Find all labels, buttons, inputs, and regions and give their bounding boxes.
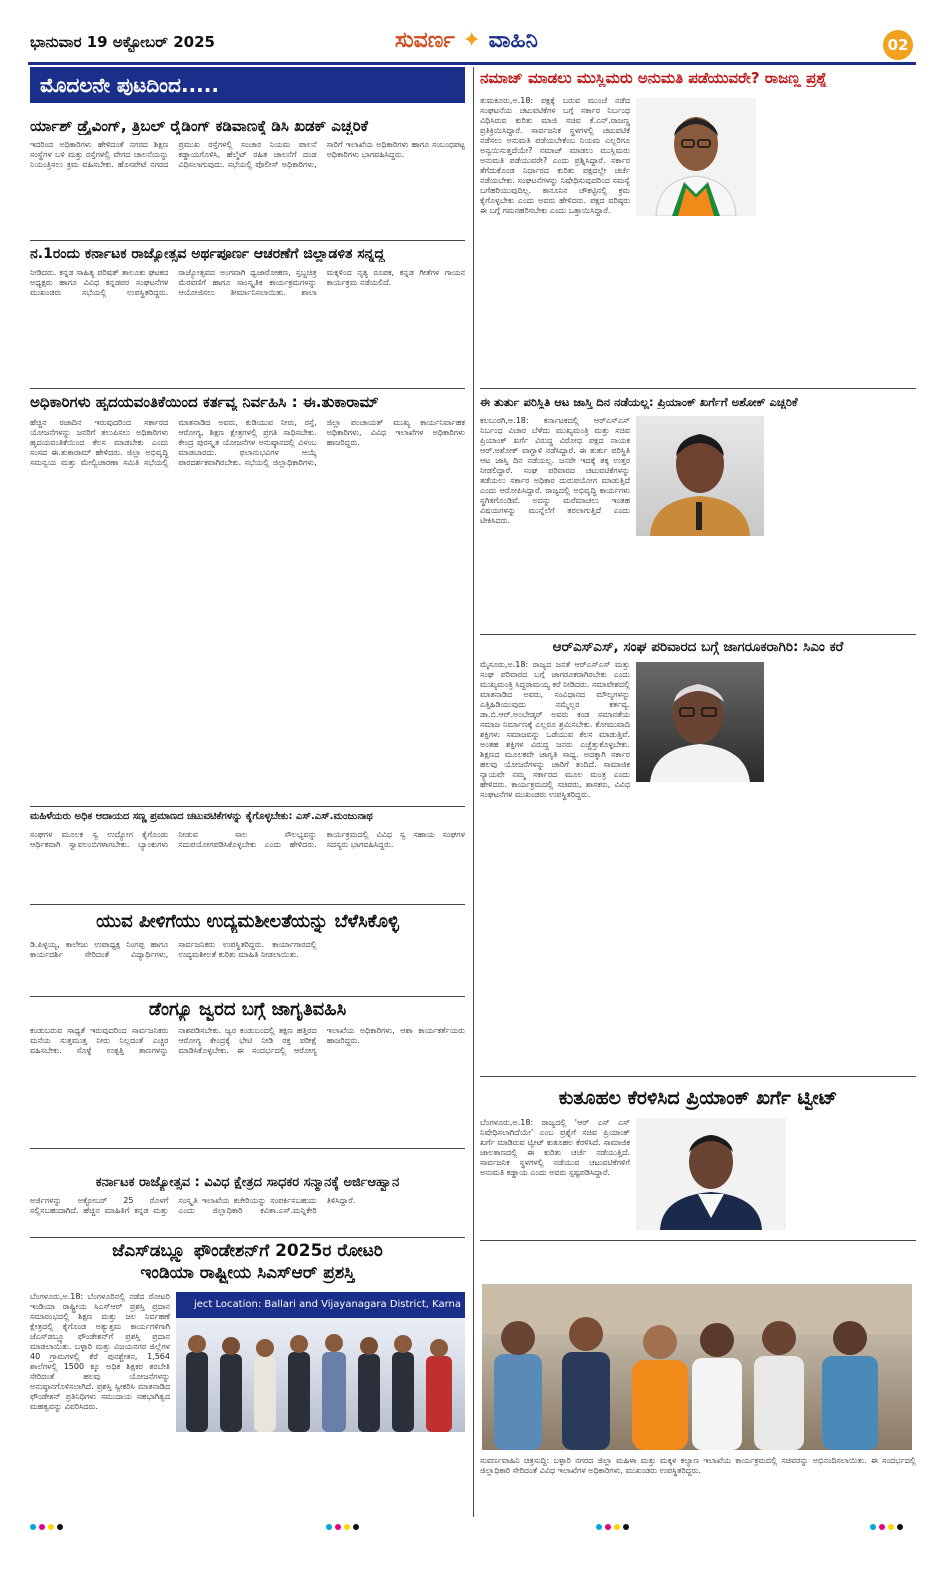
headline-youth: ಯುವ ಪೀಳಿಗೆಯು ಉದ್ಯಮಶೀಲತೆಯನ್ನು ಬೆಳೆಸಿಕೊಳ್ಳಿ [96, 912, 399, 932]
divider [30, 240, 465, 241]
person-portrait-icon [636, 416, 764, 536]
divider [480, 1076, 916, 1077]
body-jsw-cont [176, 1436, 465, 1512]
rajanna-photo [636, 98, 756, 216]
group-event-photo [482, 1284, 912, 1450]
body-namaz-mid [636, 222, 756, 386]
headline-namaz: ನಮಾಜ್ ಮಾಡಲು ಮುಸ್ಲಿಮರು ಅನುಮತಿ ಪಡೆಯುವರೇ? ರಾಜಣ್ಣ ಪ್ರಶ್ನೆ [480, 70, 828, 87]
headline-tukaram: ಅಧಿಕಾರಿಗಳು ಹೃದಯವಂತಿಕೆಯಿಂದ ಕರ್ತವ್ಯ ನಿರ್ವಹಿಸಿ : ಈ.ತುಕಾರಾಮ್ [30, 394, 379, 411]
body-jsw: ಬೆಂಗಳೂರು,ಅ.18: ಬೆಂಗಳೂರಿನಲ್ಲಿ ನಡೆದ ರೋಟರಿ ಇಂಡಿಯಾ ರಾಷ್ಟ್ರೀಯ ಸಿಎಸ್ಆರ್ ಪ್ರಶಸ್ತಿ ಪ್ರದಾನ ಸಮಾರಂಭದಲ್ಲಿ ಶಿಕ್ಷಣ ಮತ್ತು ಜಲ ನಿರ್ವಹಣೆ ಕ್ಷೇತ್ರದಲ್ಲಿ ಕೈಗೊಂಡ ಅತ್ಯುತ್ತಮ ಕಾರ್ಯಗಳಿಗಾಗಿ ಜೆಎಸ್‌ಡಬ್ಲ್ಯೂ ಫೌಂಡೇಶನ್‌ಗೆ ಪ್ರಶಸ್ತಿ ಪ್ರದಾನ ಮಾಡಲಾಯಿತು. ಬಳ್ಳಾರಿ ಮತ್ತು ವಿಜಯನಗರ ಜಿಲ್ಲೆಗಳ 40 ಗ್ರಾಮಗಳಲ್ಲಿ ಕೆರೆ ಪುನಶ್ಚೇತನ, 1,564 ಶಾಲೆಗಳಲ್ಲಿ 1500 ಕ್ಕೂ ಅಧಿಕ ಶಿಕ್ಷಕರ ತರಬೇತಿ ಸೇರಿದಂತೆ ಹಲವು ಯೋಜನೆಗಳನ್ನು ಅನುಷ್ಠಾನಗೊಳಿಸಲಾಗಿದೆ. ಪ್ರಶಸ್ತಿ ಸ್ವೀಕರಿಸಿ ಮಾತನಾಡಿದ ಫೌಂಡೇಶನ್ ಪ್ರತಿನಿಧಿಗಳು ಸಮುದಾಯ ಸಹಭಾಗಿತ್ವದ ಮಹತ್ವವನ್ನು ವಿವರಿಸಿದರು. [30, 1292, 170, 1411]
headline-priyank-tweet: ಕುತೂಹಲ ಕೆರಳಿಸಿದ ಪ್ರಿಯಾಂಕ್ ಖರ್ಗೆ ಟ್ವೀಟ್ [558, 1088, 838, 1109]
headline-cm-rss: ಆರ್‌ಎಸ್‌ಎಸ್, ಸಂಘ ಪರಿವಾರದ ಬಗ್ಗೆ ಜಾಗರೂಕರಾಗಿರಿ: ಸಿಎಂ ಕರೆ [552, 640, 844, 655]
person-portrait-icon [636, 662, 764, 782]
group-photo-caption: ಸುವರ್ಣವಾಹಿನಿ ಚಿತ್ರಸುದ್ದಿ: ಬಳ್ಳಾರಿ ನಗರದ ಜಿಲ್ಲಾ ಮಹಿಳಾ ಮತ್ತು ಮಕ್ಕಳ ಕಲ್ಯಾಣ ಇಲಾಖೆಯ ಕಾರ್ಯಕ್ರಮದಲ್ಲಿ ಸಚಿವರನ್ನು ಅಭಿನಂದಿಸಲಾಯಿತು. ಈ ಸಂದರ್ಭದಲ್ಲಿ ಜಿಲ್ಲಾಧಿಕಾರಿ ಸೇರಿದಂತೆ ವಿವಿಧ ಇಲಾಖೆಗಳ ಅಧಿಕಾರಿಗಳು, ಮುಖಂಡರು ಉಪಸ್ಥಿತರಿದ್ದರು. [480, 1456, 916, 1475]
body-award-apply: ಅರ್ಜಿಗಳನ್ನು ಅಕ್ಟೋಬರ್ 25 ರೊಳಗೆ ಸಲ್ಲಿಸಬಹುದಾಗಿದೆ. ಹೆಚ್ಚಿನ ಮಾಹಿತಿಗೆ ಕನ್ನಡ ಮತ್ತು ಸಂಸ್ಕೃತಿ ಇಲಾಖೆಯ ಕಚೇರಿಯನ್ನು ಸಂಪರ್ಕಿಸಬಹುದು ಎಂದು ಜಿಲ್ಲಾಧಿಕಾರಿ ಕವಿತಾ.ಎಸ್.ಮನ್ನಿಕೇರಿ ತಿಳಿಸಿದ್ದಾರೆ. [30, 1196, 356, 1215]
body-ashok-mid [636, 540, 764, 632]
headline-jsw-line1: ಜೆಎಸ್‌ಡಬ್ಲ್ಯೂ ಫೌಂಡೇಶನ್‌ಗೆ 2025ರ ರೋಟರಿ [112, 1242, 383, 1261]
registration-marks-center-left [326, 1524, 359, 1530]
section-banner: ಮೊದಲನೇ ಪುಟದಿಂದ..... [30, 67, 465, 103]
newspaper-logo [395, 28, 538, 53]
divider [30, 904, 465, 905]
logo-part-a: ಸುವರ್ಣ [395, 28, 455, 53]
body-rajyotsava: ನೀಡಿದರು. ಕನ್ನಡ ಸಾಹಿತ್ಯ ಪರಿಷತ್ ತಾಲೂಕು ಘಟಕದ ಅಧ್ಯಕ್ಷರು ಹಾಗೂ ವಿವಿಧ ಕನ್ನಡಪರ ಸಂಘಟನೆಗಳ ಮುಖಂಡರು ಸಭೆಯಲ್ಲಿ ಉಪಸ್ಥಿತರಿದ್ದರು. ರಾಜ್ಯೋತ್ಸವದ ಅಂಗವಾಗಿ ಧ್ವಜಾರೋಹಣ, ಸ್ತಬ್ಧಚಿತ್ರ ಮೆರವಣಿಗೆ ಹಾಗೂ ಸಾಂಸ್ಕೃತಿಕ ಕಾರ್ಯಕ್ರಮಗಳನ್ನು ಆಯೋಜಿಸಲು ತೀರ್ಮಾನಿಸಲಾಯಿತು. ಶಾಲಾ ಮಕ್ಕಳಿಂದ ನೃತ್ಯ ರೂಪಕ, ಕನ್ನಡ ಗೀತೆಗಳ ಗಾಯನ ಕಾರ್ಯಕ್ರಮ ನಡೆಯಲಿದೆ. [30, 268, 465, 297]
people-illustration [482, 1284, 912, 1450]
headline-drunk-driving: ರ್ಯಾಶ್ ಡ್ರೈವಿಂಗ್, ತ್ರಿಬಲ್ ರೈಡಿಂಗ್ ಕಡಿವಾಣಕ್ಕೆ ಡಿಸಿ ಖಡಕ್ ಎಚ್ಚರಿಕೆ [30, 118, 369, 135]
body-ashok-right [770, 416, 916, 631]
person-portrait-icon [636, 1118, 786, 1230]
divider [480, 1240, 916, 1241]
masthead-rule [28, 62, 916, 65]
page-number-badge: 02 [883, 30, 913, 60]
divider [30, 1237, 465, 1238]
registration-marks-left [30, 1524, 63, 1530]
body-cm-rss: ಮೈಸೂರು,ಅ.18: ರಾಜ್ಯದ ಜನತೆ ಆರ್‌ಎಸ್‌ಎಸ್ ಮತ್ತು ಸಂಘ ಪರಿವಾರದ ಬಗ್ಗೆ ಜಾಗರೂಕರಾಗಿರಬೇಕು ಎಂದು ಮುಖ್ಯಮಂತ್ರಿ ಸಿದ್ದರಾಮಯ್ಯ ಕರೆ ನೀಡಿದರು. ಸಮಾವೇಶದಲ್ಲಿ ಮಾತನಾಡಿದ ಅವರು, ಸಂವಿಧಾನದ ಮೌಲ್ಯಗಳನ್ನು ಎತ್ತಿಹಿಡಿಯುವುದು ನಮ್ಮೆಲ್ಲರ ಕರ್ತವ್ಯ. ಡಾ.ಬಿ.ಆರ್.ಅಂಬೇಡ್ಕರ್ ಅವರು ಕಂಡ ಸಮಾನತೆಯ ಸಮಾಜ ನಿರ್ಮಾಣಕ್ಕೆ ಎಲ್ಲರೂ ಶ್ರಮಿಸಬೇಕು. ಕೋಮುವಾದಿ ಶಕ್ತಿಗಳು ಸಮಾಜವನ್ನು ಒಡೆಯುವ ಕೆಲಸ ಮಾಡುತ್ತಿವೆ. ಅಂತಹ ಶಕ್ತಿಗಳ ವಿರುದ್ಧ ಜನರು ಎಚ್ಚೆತ್ತುಕೊಳ್ಳಬೇಕು. ಶಿಕ್ಷಣದ ಮೂಲಕವೇ ಜಾಗೃತಿ ಸಾಧ್ಯ. ಅದಕ್ಕಾಗಿ ಸರ್ಕಾರ ಹಲವು ಯೋಜನೆಗಳನ್ನು ಜಾರಿಗೆ ತಂದಿದೆ. ಸಾಮಾಜಿಕ ನ್ಯಾಯವೇ ನಮ್ಮ ಸರ್ಕಾರದ ಮೂಲ ಮಂತ್ರ ಎಂದು ಹೇಳಿದರು. ಕಾರ್ಯಕ್ರಮದಲ್ಲಿ ಸಚಿವರು, ಶಾಸಕರು, ವಿವಿಧ ಸಂಘಟನೆಗಳ ಮುಖಂಡರು ಉಪಸ್ಥಿತರಿದ್ದರು. [480, 660, 630, 799]
logo-part-b: ವಾಹಿನಿ [488, 28, 538, 53]
masthead [0, 0, 945, 62]
people-illustration [176, 1292, 465, 1432]
body-cm-rss-right [770, 660, 916, 1070]
divider [30, 996, 465, 997]
headline-ashok: ಈ ತುರ್ತು ಪರಿಸ್ಥಿತಿ ಆಟ ಜಾಸ್ತಿ ದಿನ ನಡೆಯಲ್ಲ: ಪ್ರಿಯಾಂಕ್ ಖರ್ಗೆಗೆ ಅಶೋಕ್ ಎಚ್ಚರಿಕೆ [480, 396, 798, 409]
issue-date: ಭಾನುವಾರ 19 ಅಕ್ಟೋಬರ್ 2025 [30, 33, 215, 51]
body-women-loan: ಸಂಘಗಳ ಮೂಲಕ ಸ್ವ ಉದ್ಯೋಗ ಕೈಗೊಂಡು ಆರ್ಥಿಕವಾಗಿ ಸ್ವಾವಲಂಬಿಗಳಾಗಬೇಕು. ಬ್ಯಾಂಕುಗಳು ನೀಡುವ ಸಾಲ ಸೌಲಭ್ಯವನ್ನು ಸದುಪಯೋಗಪಡಿಸಿಕೊಳ್ಳಬೇಕು ಎಂದು ಹೇಳಿದರು. ಕಾರ್ಯಕ್ರಮದಲ್ಲಿ ವಿವಿಧ ಸ್ವ ಸಹಾಯ ಸಂಘಗಳ ಸದಸ್ಯರು ಭಾಗವಹಿಸಿದ್ದರು. [30, 830, 465, 849]
divider [480, 634, 916, 635]
body-namaz: ತುಮಕೂರು,ಅ.18: ಪಕ್ಷಕ್ಕೆ ಬರುವ ಮುಂಚೆ ನಡೆದ ಸಂಘಟನೆಯ ಚಟುವಟಿಕೆಗಳ ಬಗ್ಗೆ ಸರ್ಕಾರ ನಿರ್ಬಂಧ ವಿಧಿಸಿರುವ ಕುರಿತು ಮಾಜಿ ಸಚಿವ ಕೆ.ಎನ್.ರಾಜಣ್ಣ ಪ್ರತಿಕ್ರಿಯಿಸಿದ್ದಾರೆ. ಸಾರ್ವಜನಿಕ ಸ್ಥಳಗಳಲ್ಲಿ ಚಟುವಟಿಕೆ ನಡೆಸಲು ಅನುಮತಿ ಪಡೆಯಬೇಕೆಂಬ ನಿಯಮ ಎಲ್ಲರಿಗೂ ಅನ್ವಯಿಸುತ್ತದೆಯೇ? ನಮಾಜ್ ಮಾಡಲು ಮುಸ್ಲಿಮರು ಅನುಮತಿ ಪಡೆಯುವರೇ? ಎಂದು ಪ್ರಶ್ನಿಸಿದ್ದಾರೆ. ಸರ್ಕಾರ ತೆಗೆದುಕೊಂಡ ನಿರ್ಧಾರದ ಕುರಿತು ಪಕ್ಷದಲ್ಲೇ ಚರ್ಚೆ ನಡೆಯಬೇಕು. ಸಂಘಟನೆಗಳನ್ನು ನಿಷೇಧಿಸುವುದರಿಂದ ಸಮಸ್ಯೆ ಬಗೆಹರಿಯುವುದಿಲ್ಲ. ಕಾನೂನಿನ ಚೌಕಟ್ಟಿನಲ್ಲಿ ಕ್ರಮ ಕೈಗೊಳ್ಳಬೇಕು ಎಂದು ಅವರು ಹೇಳಿದರು. ಪಕ್ಷದ ವರಿಷ್ಠರು ಈ ಬಗ್ಗೆ ಗಮನಹರಿಸಬೇಕು ಎಂದು ಒತ್ತಾಯಿಸಿದ್ದಾರೆ. [480, 96, 630, 215]
person-portrait-icon [636, 98, 756, 216]
body-namaz-right [762, 96, 916, 386]
divider [480, 388, 916, 389]
logo-eagle-icon: ✦ [462, 28, 481, 53]
body-drunk-driving: ಇದರಿಂದ ಅಧಿಕಾರಿಗಳು ಹೇಳಿದಂತೆ ನಗರದ ಶಿಕ್ಷಣ ಸಂಸ್ಥೆಗಳ ಬಳಿ ಮತ್ತು ರಸ್ತೆಗಳಲ್ಲಿ ವೇಗದ ಚಾಲನೆಯನ್ನು ನಿಯಂತ್ರಿಸಲು ಕ್ರಮ ವಹಿಸಬೇಕು. ಹೊಸಪೇಟೆ ನಗರದ ಪ್ರಮುಖ ರಸ್ತೆಗಳಲ್ಲಿ ಸಂಚಾರ ನಿಯಮ ಪಾಲನೆ ಕಡ್ಡಾಯಗೊಳಿಸಿ, ಹೆಲ್ಮೆಟ್ ರಹಿತ ಚಾಲನೆಗೆ ದಂಡ ವಿಧಿಸಲಾಗುವುದು. ಸಭೆಯಲ್ಲಿ ಪೊಲೀಸ್ ಅಧಿಕಾರಿಗಳು, ಸಾರಿಗೆ ಇಲಾಖೆಯ ಅಧಿಕಾರಿಗಳು ಹಾಗೂ ಸಂಬಂಧಪಟ್ಟ ಅಧಿಕಾರಿಗಳು ಭಾಗವಹಿಸಿದ್ದರು. [30, 140, 465, 169]
body-priyank-right [792, 1118, 916, 1236]
divider [30, 388, 465, 389]
registration-marks-right [870, 1524, 903, 1530]
column-divider [473, 67, 474, 1517]
registration-marks-center-right [596, 1524, 629, 1530]
body-priyank-tweet: ಬೆಂಗಳೂರು,ಅ.18: ರಾಜ್ಯದಲ್ಲಿ 'ಆರ್ ಎಸ್ ಎಸ್ ನಿಷೇಧಿಸಲಾಗಿದೆಯೇ' ಎಂಬ ಪ್ರಶ್ನೆಗೆ ಸಚಿವ ಪ್ರಿಯಾಂಕ್ ಖರ್ಗೆ ಮಾಡಿರುವ ಟ್ವೀಟ್ ಕುತೂಹಲ ಕೆರಳಿಸಿದೆ. ಸಾಮಾಜಿಕ ಜಾಲತಾಣದಲ್ಲಿ ಈ ಕುರಿತು ಚರ್ಚೆ ನಡೆಯುತ್ತಿದೆ. ಸಾರ್ವಜನಿಕ ಸ್ಥಳಗಳಲ್ಲಿ ನಡೆಯುವ ಚಟುವಟಿಕೆಗಳಿಗೆ ಅನುಮತಿ ಕಡ್ಡಾಯ ಎಂದು ಅವರು ಸ್ಪಷ್ಟಪಡಿಸಿದ್ದಾರೆ. [480, 1118, 630, 1177]
headline-rajyotsava: ನ.1ರಂದು ಕರ್ನಾಟಕ ರಾಜ್ಯೋತ್ಸವ ಅರ್ಥಪೂರ್ಣ ಆಚರಣೆಗೆ ಜಿಲ್ಲಾಡಳಿತ ಸನ್ನದ್ಧ [30, 246, 385, 262]
divider [30, 1148, 465, 1149]
divider [30, 806, 465, 807]
body-ashok: ಕಲಬುರಗಿ,ಅ.18: ಕರ್ನಾಟಕದಲ್ಲಿ ಆರ್‌ಎಸ್‌ಎಸ್ ನಿರ್ಬಂಧ ವಿಚಾರ ಬೆಳೆದು ಮುಖ್ಯಮಂತ್ರಿ ಮತ್ತು ಸಚಿವ ಪ್ರಿಯಾಂಕ್ ಖರ್ಗೆ ವಿರುದ್ಧ ವಿರೋಧ ಪಕ್ಷದ ನಾಯಕ ಆರ್.ಅಶೋಕ್ ವಾಗ್ದಾಳಿ ನಡೆಸಿದ್ದಾರೆ. ಈ ತುರ್ತು ಪರಿಸ್ಥಿತಿ ಆಟ ಜಾಸ್ತಿ ದಿನ ನಡೆಯಲ್ಲ. ಜನರೇ ಇದಕ್ಕೆ ತಕ್ಕ ಉತ್ತರ ನೀಡಲಿದ್ದಾರೆ. ಸಂಘ ಪರಿವಾರದ ಚಟುವಟಿಕೆಗಳನ್ನು ತಡೆಯಲು ಸರ್ಕಾರ ಅಧಿಕಾರ ದುರುಪಯೋಗ ಮಾಡುತ್ತಿದೆ ಎಂದು ಆರೋಪಿಸಿದ್ದಾರೆ. ರಾಜ್ಯದಲ್ಲಿ ಅಭಿವೃದ್ಧಿ ಕಾರ್ಯಗಳು ಸ್ಥಗಿತಗೊಂಡಿವೆ. ಅದನ್ನು ಮರೆಮಾಚಲು ಇಂತಹ ವಿಷಯಗಳನ್ನು ಮುನ್ನೆಲೆಗೆ ತರಲಾಗುತ್ತಿದೆ ಎಂದು ಟೀಕಿಸಿದರು. [480, 416, 630, 525]
headline-women-loan: ಮಹಿಳೆಯರು ಅಧಿಕ ಆದಾಯದ ಸಣ್ಣ ಪ್ರಮಾಣದ ಚಟುವಟಿಕೆಗಳನ್ನು ಕೈಗೊಳ್ಳಬೇಕು: ಎಸ್.ಎಸ್.ಮಂಜುನಾಥ [30, 811, 373, 822]
headline-dengue: ಡೆಂಗ್ಯೂ ಜ್ವರದ ಬಗ್ಗೆ ಜಾಗೃತಿವಹಿಸಿ [148, 1000, 347, 1020]
priyank-photo [636, 1118, 786, 1230]
photo-banner-text: ject Location: Ballari and Vijayanagara District, Karna [176, 1292, 465, 1318]
body-youth: ಡಿ.ಪಿಳ್ಳಯ್ಯ, ಕಾಲೇಜು ಉಪಾಧ್ಯಕ್ಷ ನಿಂಗಪ್ಪ ಹಾಗೂ ಕಾರ್ಯದರ್ಶಿ ಸೇರಿದಂತೆ ವಿದ್ಯಾರ್ಥಿಗಳು, ಸಾರ್ವಜನಿಕರು ಉಪಸ್ಥಿತರಿದ್ದರು. ಕಾರ್ಯಾಗಾರದಲ್ಲಿ ಉದ್ಯಮಶೀಲತೆ ಕುರಿತು ಮಾಹಿತಿ ನೀಡಲಾಯಿತು. [30, 940, 317, 959]
headline-jsw-line2: ಇಂಡಿಯಾ ರಾಷ್ಟ್ರೀಯ ಸಿಎಸ್ಆರ್ ಪ್ರಶಸ್ತಿ [140, 1264, 355, 1283]
body-dengue: ಕಂಡುಬರುವ ಸಾಧ್ಯತೆ ಇರುವುದರಿಂದ ಸಾರ್ವಜನಿಕರು ಮನೆಯ ಸುತ್ತಮುತ್ತ ನೀರು ನಿಲ್ಲದಂತೆ ಎಚ್ಚರ ವಹಿಸಬೇಕು. ಸೊಳ್ಳೆ ಉತ್ಪತ್ತಿ ತಾಣಗಳನ್ನು ನಾಶಪಡಿಸಬೇಕು. ಜ್ವರ ಕಂಡುಬಂದಲ್ಲಿ ತಕ್ಷಣ ಹತ್ತಿರದ ಆರೋಗ್ಯ ಕೇಂದ್ರಕ್ಕೆ ಭೇಟಿ ನೀಡಿ ರಕ್ತ ಪರೀಕ್ಷೆ ಮಾಡಿಸಿಕೊಳ್ಳಬೇಕು. ಈ ಸಂದರ್ಭದಲ್ಲಿ ಆರೋಗ್ಯ ಇಲಾಖೆಯ ಅಧಿಕಾರಿಗಳು, ಆಶಾ ಕಾರ್ಯಕರ್ತೆಯರು ಹಾಜರಿದ್ದರು. [30, 1026, 465, 1055]
body-tukaram: ಹೆಚ್ಚಿನ ರಜಾದಿನ ಇರುವುದರಿಂದ ಸರ್ಕಾರದ ಯೋಜನೆಗಳನ್ನು ಜನರಿಗೆ ತಲುಪಿಸಲು ಅಧಿಕಾರಿಗಳು ಹೃದಯವಂತಿಕೆಯಿಂದ ಕೆಲಸ ಮಾಡಬೇಕು ಎಂದು ಸಂಸದ ಈ.ತುಕಾರಾಮ್ ಹೇಳಿದರು. ಜಿಲ್ಲಾ ಅಭಿವೃದ್ಧಿ ಸಮನ್ವಯ ಮತ್ತು ಮೇಲ್ವಿಚಾರಣಾ ಸಮಿತಿ ಸಭೆಯಲ್ಲಿ ಮಾತನಾಡಿದ ಅವರು, ಕುಡಿಯುವ ನೀರು, ರಸ್ತೆ, ಆರೋಗ್ಯ, ಶಿಕ್ಷಣ ಕ್ಷೇತ್ರಗಳಲ್ಲಿ ಪ್ರಗತಿ ಸಾಧಿಸಬೇಕು. ಕೇಂದ್ರ ಪುರಸ್ಕೃತ ಯೋಜನೆಗಳ ಅನುಷ್ಠಾನದಲ್ಲಿ ವಿಳಂಬ ಮಾಡಬಾರದು. ಫಲಾನುಭವಿಗಳ ಆಯ್ಕೆ ಪಾರದರ್ಶಕವಾಗಿರಬೇಕು. ಸಭೆಯಲ್ಲಿ ಜಿಲ್ಲಾಧಿಕಾರಿಗಳು, ಜಿಲ್ಲಾ ಪಂಚಾಯತ್ ಮುಖ್ಯ ಕಾರ್ಯನಿರ್ವಾಹಕ ಅಧಿಕಾರಿಗಳು, ವಿವಿಧ ಇಲಾಖೆಗಳ ಅಧಿಕಾರಿಗಳು ಹಾಜರಿದ್ದರು. [30, 418, 465, 467]
ashok-photo [636, 416, 764, 536]
body-cm-rss-mid [636, 786, 764, 1070]
cm-photo [636, 662, 764, 782]
headline-award-apply: ಕರ್ನಾಟಕ ರಾಜ್ಯೋತ್ಸವ : ವಿವಿಧ ಕ್ಷೇತ್ರದ ಸಾಧಕರ ಸನ್ಮಾನಕ್ಕೆ ಅರ್ಜಿಆಹ್ವಾನ [95, 1176, 400, 1190]
jsw-award-photo [176, 1292, 465, 1432]
